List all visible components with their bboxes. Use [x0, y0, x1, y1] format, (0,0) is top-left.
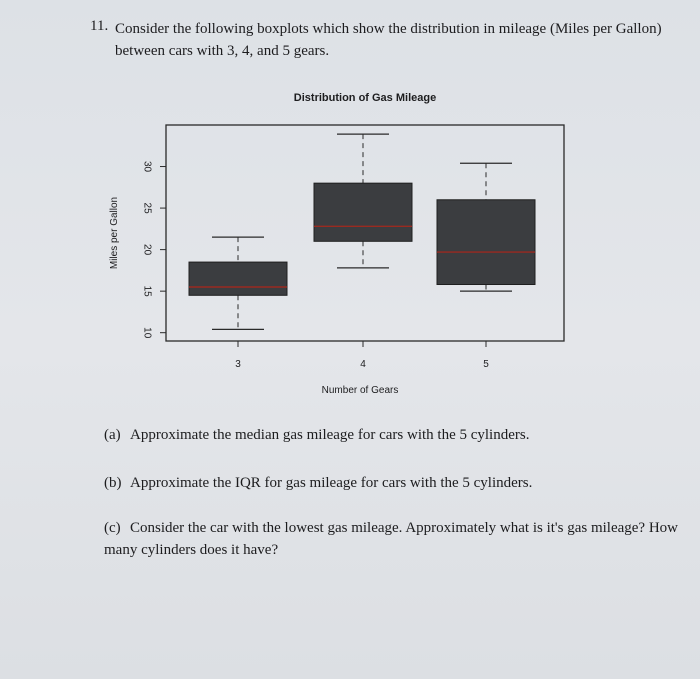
- y-tick-label: 20: [141, 244, 153, 256]
- x-tick-label: 3: [235, 359, 241, 370]
- x-tick-label: 5: [483, 359, 489, 370]
- part-c-text: Consider the car with the lowest gas mileage. Approximately what is it's gas mileage? How many cylinders does it have?: [104, 520, 678, 558]
- x-tick-label: 4: [360, 359, 366, 370]
- y-axis-label: Miles per Gallon: [109, 196, 120, 270]
- part-a: [104, 424, 684, 446]
- part-a-text: Approximate the median gas mileage for cars with the 5 cylinders.: [130, 427, 530, 443]
- box-5-gears: [437, 200, 535, 285]
- part-b-label: (b): [104, 475, 122, 491]
- question-number: 11.: [90, 18, 109, 34]
- box-4-gears: [314, 183, 412, 241]
- chart-title: Distribution of Gas Mileage: [293, 92, 437, 104]
- y-tick-label: 10: [141, 327, 153, 339]
- part-b: [104, 472, 684, 494]
- part-c: [104, 517, 684, 561]
- x-axis-label: Number of Gears: [321, 385, 399, 396]
- part-c-label: (c): [104, 520, 121, 536]
- y-tick-label: 15: [141, 285, 153, 297]
- part-a-label: (a): [104, 427, 121, 443]
- question-intro: Consider the following boxplots which show the distribution in mileage (Miles per Gallon) between cars with 3, 4, and 5 gears.: [115, 21, 662, 59]
- y-tick-label: 25: [141, 202, 153, 214]
- y-tick-label: 30: [141, 160, 153, 173]
- box-3-gears: [189, 262, 287, 295]
- part-b-text: Approximate the IQR for gas mileage for cars with the 5 cylinders.: [130, 475, 533, 491]
